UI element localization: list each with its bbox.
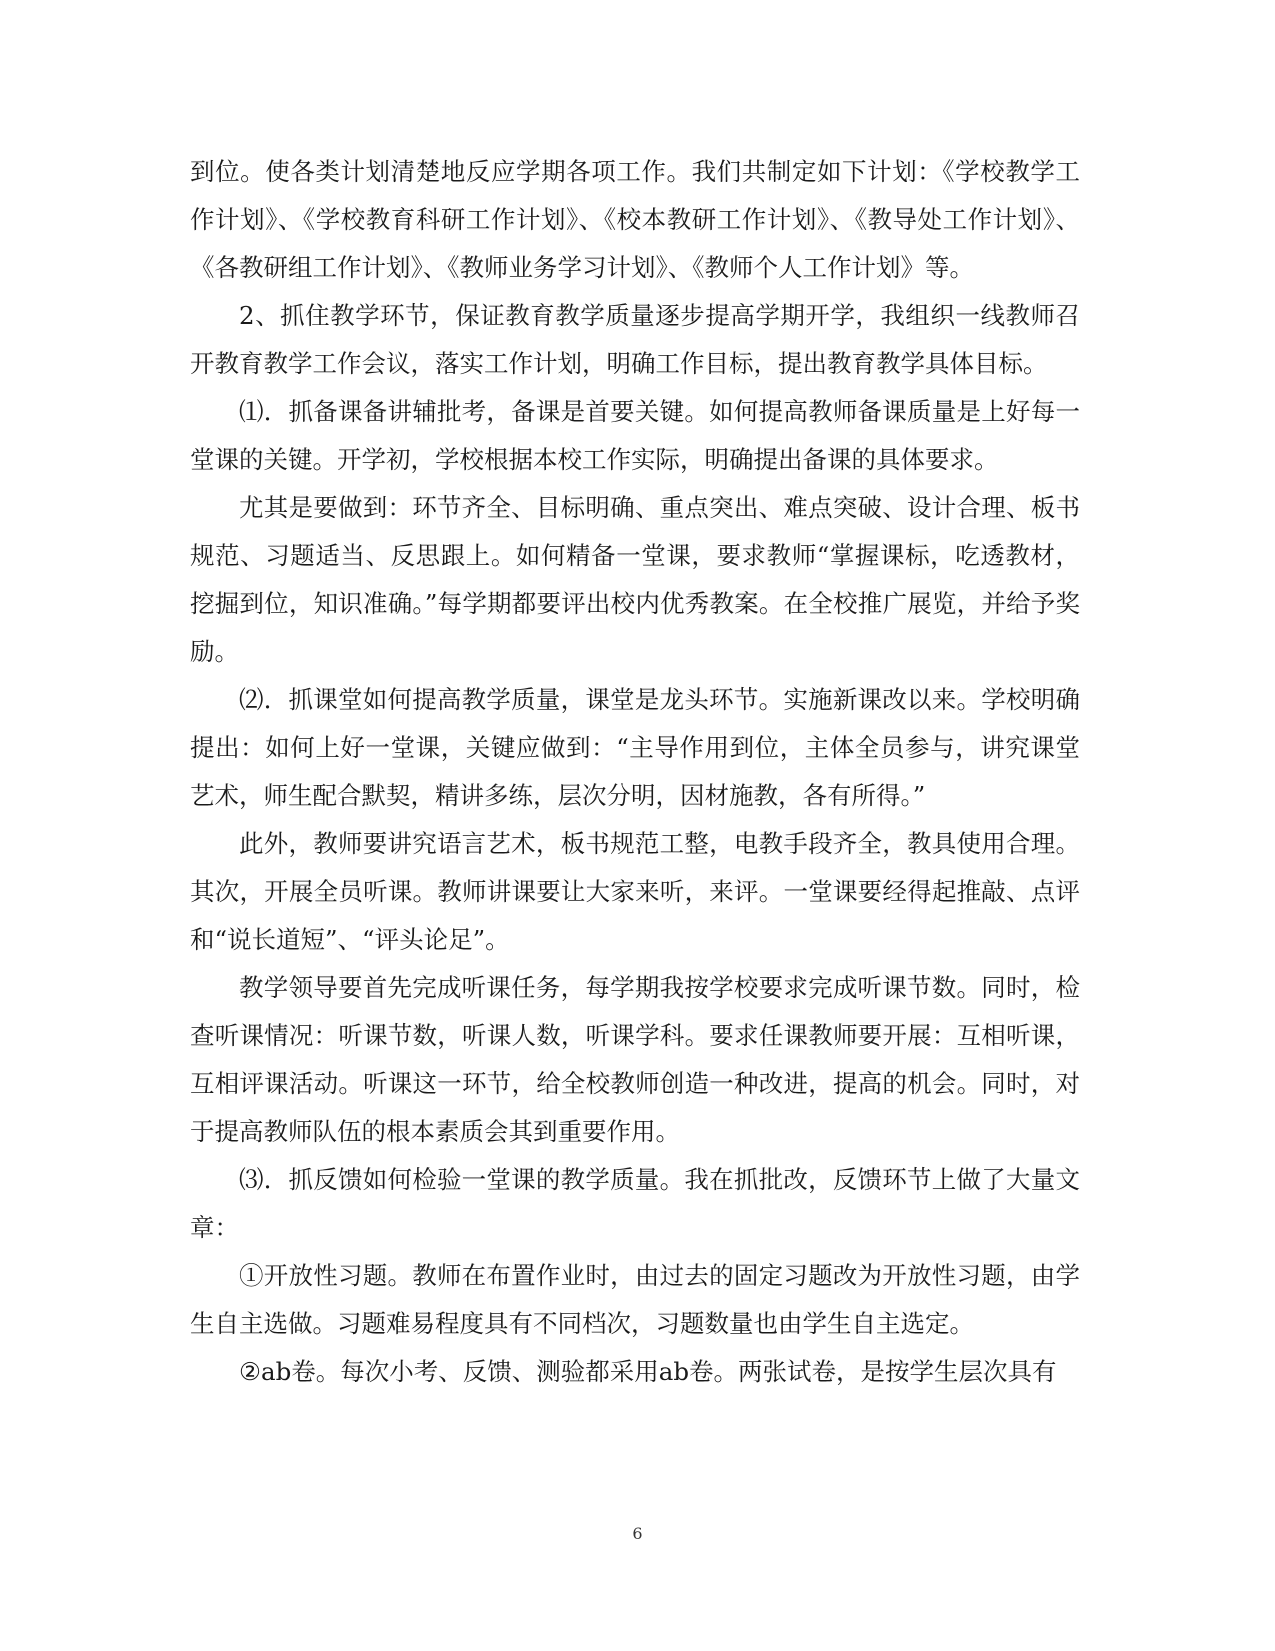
paragraph: 2、抓住教学环节，保证教育教学质量逐步提高学期开学，我组织一线教师召开教育教学工作会议，落实工作计划，明确工作目标，提出教育教学具体目标。 — [190, 301, 1080, 378]
paragraph: 此外，教师要讲究语言艺术，板书规范工整，电教手段齐全，教具使用合理。其次，开展全员听课。教师讲课要让大家来听，来评。一堂课要经得起推敲、点评和“说长道短”、“评头论足”。 — [190, 829, 1080, 954]
paragraph: ②ab卷。每次小考、反馈、测验都采用ab卷。两张试卷，是按学生层次具有 — [239, 1357, 1057, 1386]
paragraph: ⑴．抓备课备讲辅批考，备课是首要关键。如何提高教师备课质量是上好每一堂课的关键。开学初，学校根据本校工作实际，明确提出备课的具体要求。 — [190, 397, 1080, 474]
paragraph: ①开放性习题。教师在布置作业时，由过去的固定习题改为开放性习题，由学生自主选做。习题难易程度具有不同档次，习题数量也由学生自主选定。 — [190, 1261, 1080, 1338]
page-number: 6 — [632, 1524, 643, 1543]
document-body — [190, 148, 1080, 1396]
paragraph: ⑵．抓课堂如何提高教学质量，课堂是龙头环节。实施新课改以来。学校明确提出：如何上好一堂课，关键应做到：“主导作用到位，主体全员参与，讲究课堂艺术，师生配合默契，精讲多练，层次分明，因材施教，各有所得。” — [190, 685, 1080, 810]
paragraph: 教学领导要首先完成听课任务，每学期我按学校要求完成听课节数。同时，检查听课情况：听课节数，听课人数，听课学科。要求任课教师要开展：互相听课，互相评课活动。听课这一环节，给全校教师创造一种改进，提高的机会。同时，对于提高教师队伍的根本素质会其到重要作用。 — [190, 973, 1080, 1146]
paragraph-continuation: 到位。使各类计划清楚地反应学期各项工作。我们共制定如下计划：《学校教学工作计划》、《学校教育科研工作计划》、《校本教研工作计划》、《教导处工作计划》、《各教研组工作计划》、《教师业务学习计划》、《教师个人工作计划》等。 — [190, 157, 1080, 282]
paragraph: 尤其是要做到：环节齐全、目标明确、重点突出、难点突破、设计合理、板书规范、习题适当、反思跟上。如何精备一堂课，要求教师“掌握课标，吃透教材，挖掘到位，知识准确。”每学期都要评出校内优秀教案。在全校推广展览，并给予奖励。 — [190, 493, 1080, 666]
paragraph: ⑶．抓反馈如何检验一堂课的教学质量。我在抓批改，反馈环节上做了大量文章： — [190, 1165, 1080, 1242]
